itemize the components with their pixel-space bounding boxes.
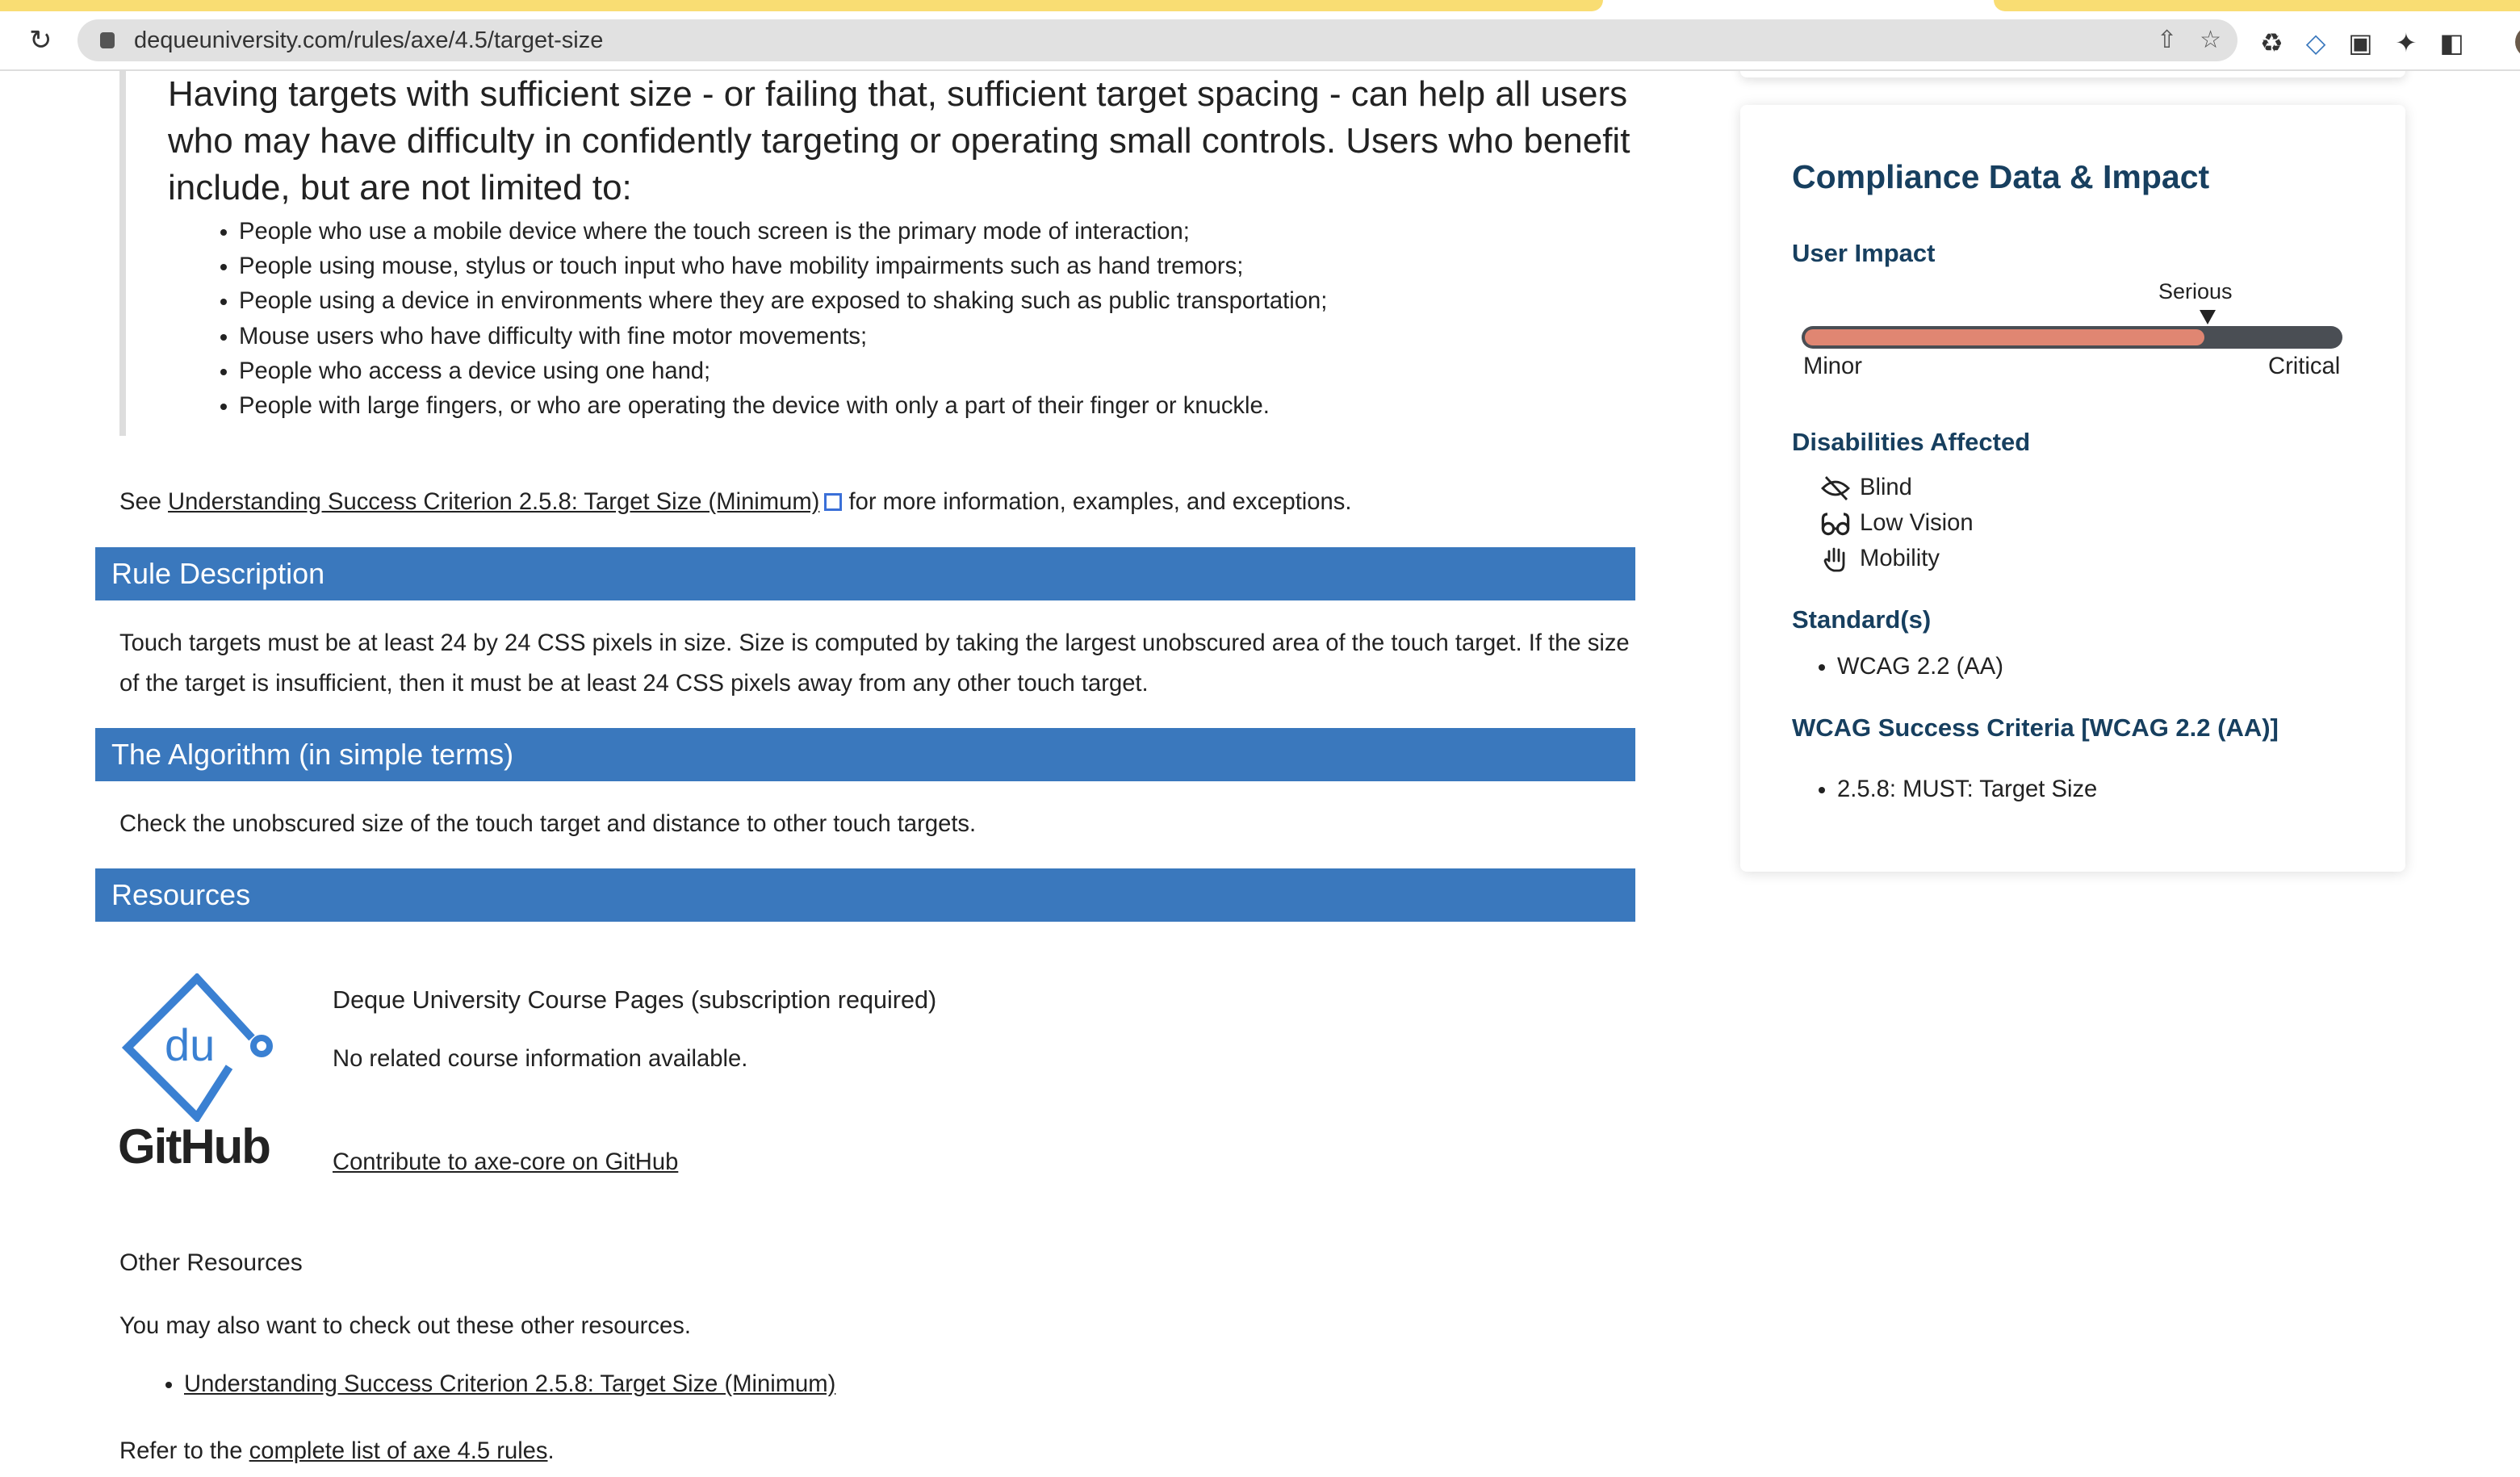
compliance-title: Compliance Data & Impact	[1792, 158, 2210, 195]
browser-toolbar	[0, 11, 2520, 71]
axe-extension-icon[interactable]: ◇	[2305, 28, 2326, 57]
algorithm-heading: The Algorithm (in simple terms)	[95, 728, 1635, 781]
benefits-blockquote	[119, 71, 1637, 436]
list-item: • Mouse users who have difficulty with fine motor movements;	[239, 320, 1327, 354]
algorithm-text: Check the unobscured size of the touch target and distance to other touch targets.	[119, 811, 977, 837]
see-suffix: for more information, examples, and exceptions.	[842, 489, 1352, 515]
list-item: • People who access a device using one hand;	[239, 354, 1327, 389]
disability-mobility	[1821, 546, 1940, 572]
rule-description-text: Touch targets must be at least 24 by 24 CSS pixels in size. Size is computed by taking the largest unobscured area of the touch target. If the size of the target is insufficient, then it must be at least 24 CSS pixels away from any other touch target.	[119, 630, 1630, 697]
other-resources-heading: Other Resources	[119, 1249, 303, 1276]
extension-icon[interactable]: ▣	[2348, 28, 2373, 57]
list-item: • People with large fingers, or who are operating the device with only a part of their finger or knuckle.	[239, 389, 1327, 424]
benefits-lead: Having targets with sufficient size - or failing that, sufficient target spacing - can help all users who may have difficulty in confidently targeting or operating small controls. Users who benefit include, but are not limited to:	[168, 74, 1630, 207]
impact-meter-fill	[1805, 329, 2204, 345]
bookmark-star-icon[interactable]: ☆	[2200, 27, 2221, 53]
profile-avatar[interactable]	[2515, 26, 2520, 58]
impact-min-label: Minor	[1803, 354, 1862, 379]
recycle-extension-icon[interactable]: ♻	[2260, 28, 2283, 57]
criteria-heading: WCAG Success Criteria [WCAG 2.2 (AA)]	[1792, 713, 2279, 742]
disability-blind	[1821, 475, 1912, 501]
github-link[interactable]: Contribute to axe-core on GitHub	[333, 1149, 679, 1175]
disabilities-heading: Disabilities Affected	[1792, 428, 2031, 456]
standards-heading: Standard(s)	[1792, 605, 1932, 634]
refer-text	[119, 1435, 1637, 1467]
rules-list-link[interactable]: complete list of axe 4.5 rules	[249, 1438, 548, 1464]
see-prefix: See	[119, 489, 169, 515]
du-logo-text: du	[165, 1019, 216, 1070]
eye-slash-icon	[1821, 475, 1850, 501]
disability-label: Mobility	[1860, 546, 1940, 571]
list-item	[184, 1364, 1702, 1404]
see-also	[119, 489, 1351, 516]
list-item: • People using a device in environments where they are exposed to shaking such as public transportation;	[239, 284, 1327, 319]
user-impact-heading: User Impact	[1792, 239, 1936, 267]
url-text[interactable]: dequeuniversity.com/rules/axe/4.5/target-size	[134, 27, 604, 53]
list-item: • People using mouse, stylus or touch input who have mobility impairments such as hand tremors;	[239, 249, 1327, 284]
list-item: • People who use a mobile device where the touch screen is the primary mode of interaction;	[239, 215, 1327, 249]
refer-suffix: .	[547, 1438, 555, 1464]
list-item: • WCAG 2.2 (AA)	[1837, 654, 2003, 680]
standards-list	[1837, 654, 2003, 680]
disability-label: Low Vision	[1860, 510, 1974, 536]
refer-prefix: Refer to the	[119, 1438, 249, 1464]
benefits-list	[239, 215, 1327, 424]
impact-marker-icon	[2200, 310, 2216, 324]
rule-description-heading: Rule Description	[95, 547, 1635, 600]
disability-label: Blind	[1860, 475, 1912, 500]
disability-low-vision	[1821, 510, 1974, 537]
impact-max-label: Critical	[2268, 354, 2341, 379]
side-panel-icon[interactable]: ◧	[2439, 28, 2464, 57]
compliance-card	[1740, 105, 2405, 872]
hand-icon	[1821, 546, 1850, 572]
other-resources-text: You may also want to check out these other resources.	[119, 1313, 691, 1339]
tab-active[interactable]	[0, 0, 1603, 11]
lock-icon[interactable]	[100, 32, 115, 48]
course-pages-title: Deque University Course Pages (subscription required)	[333, 986, 937, 1014]
external-link-icon[interactable]	[824, 493, 842, 511]
course-info: No related course information available.	[333, 1046, 748, 1072]
tab[interactable]	[1994, 0, 2520, 11]
criteria-list	[1837, 776, 2097, 803]
resources-heading: Resources	[95, 868, 1635, 922]
understanding-link-2[interactable]: Understanding Success Criterion 2.5.8: Target Size (Minimum)	[184, 1371, 836, 1397]
reload-icon[interactable]: ↻	[29, 25, 52, 56]
list-item: • 2.5.8: MUST: Target Size	[1837, 776, 2097, 803]
impact-level-label: Serious	[2158, 279, 2233, 303]
glasses-icon	[1821, 511, 1850, 537]
other-resources-list	[184, 1364, 1702, 1404]
page-content	[0, 71, 2520, 1477]
share-icon[interactable]: ⇧	[2156, 27, 2178, 53]
github-logo: GitHub	[118, 1119, 270, 1174]
deque-university-logo	[119, 973, 281, 1122]
impact-meter	[1802, 326, 2342, 349]
address-bar[interactable]	[77, 19, 2237, 61]
puzzle-extensions-icon[interactable]: ✦	[2395, 28, 2417, 57]
understanding-link[interactable]: Understanding Success Criterion 2.5.8: Target Size (Minimum)	[168, 489, 820, 515]
